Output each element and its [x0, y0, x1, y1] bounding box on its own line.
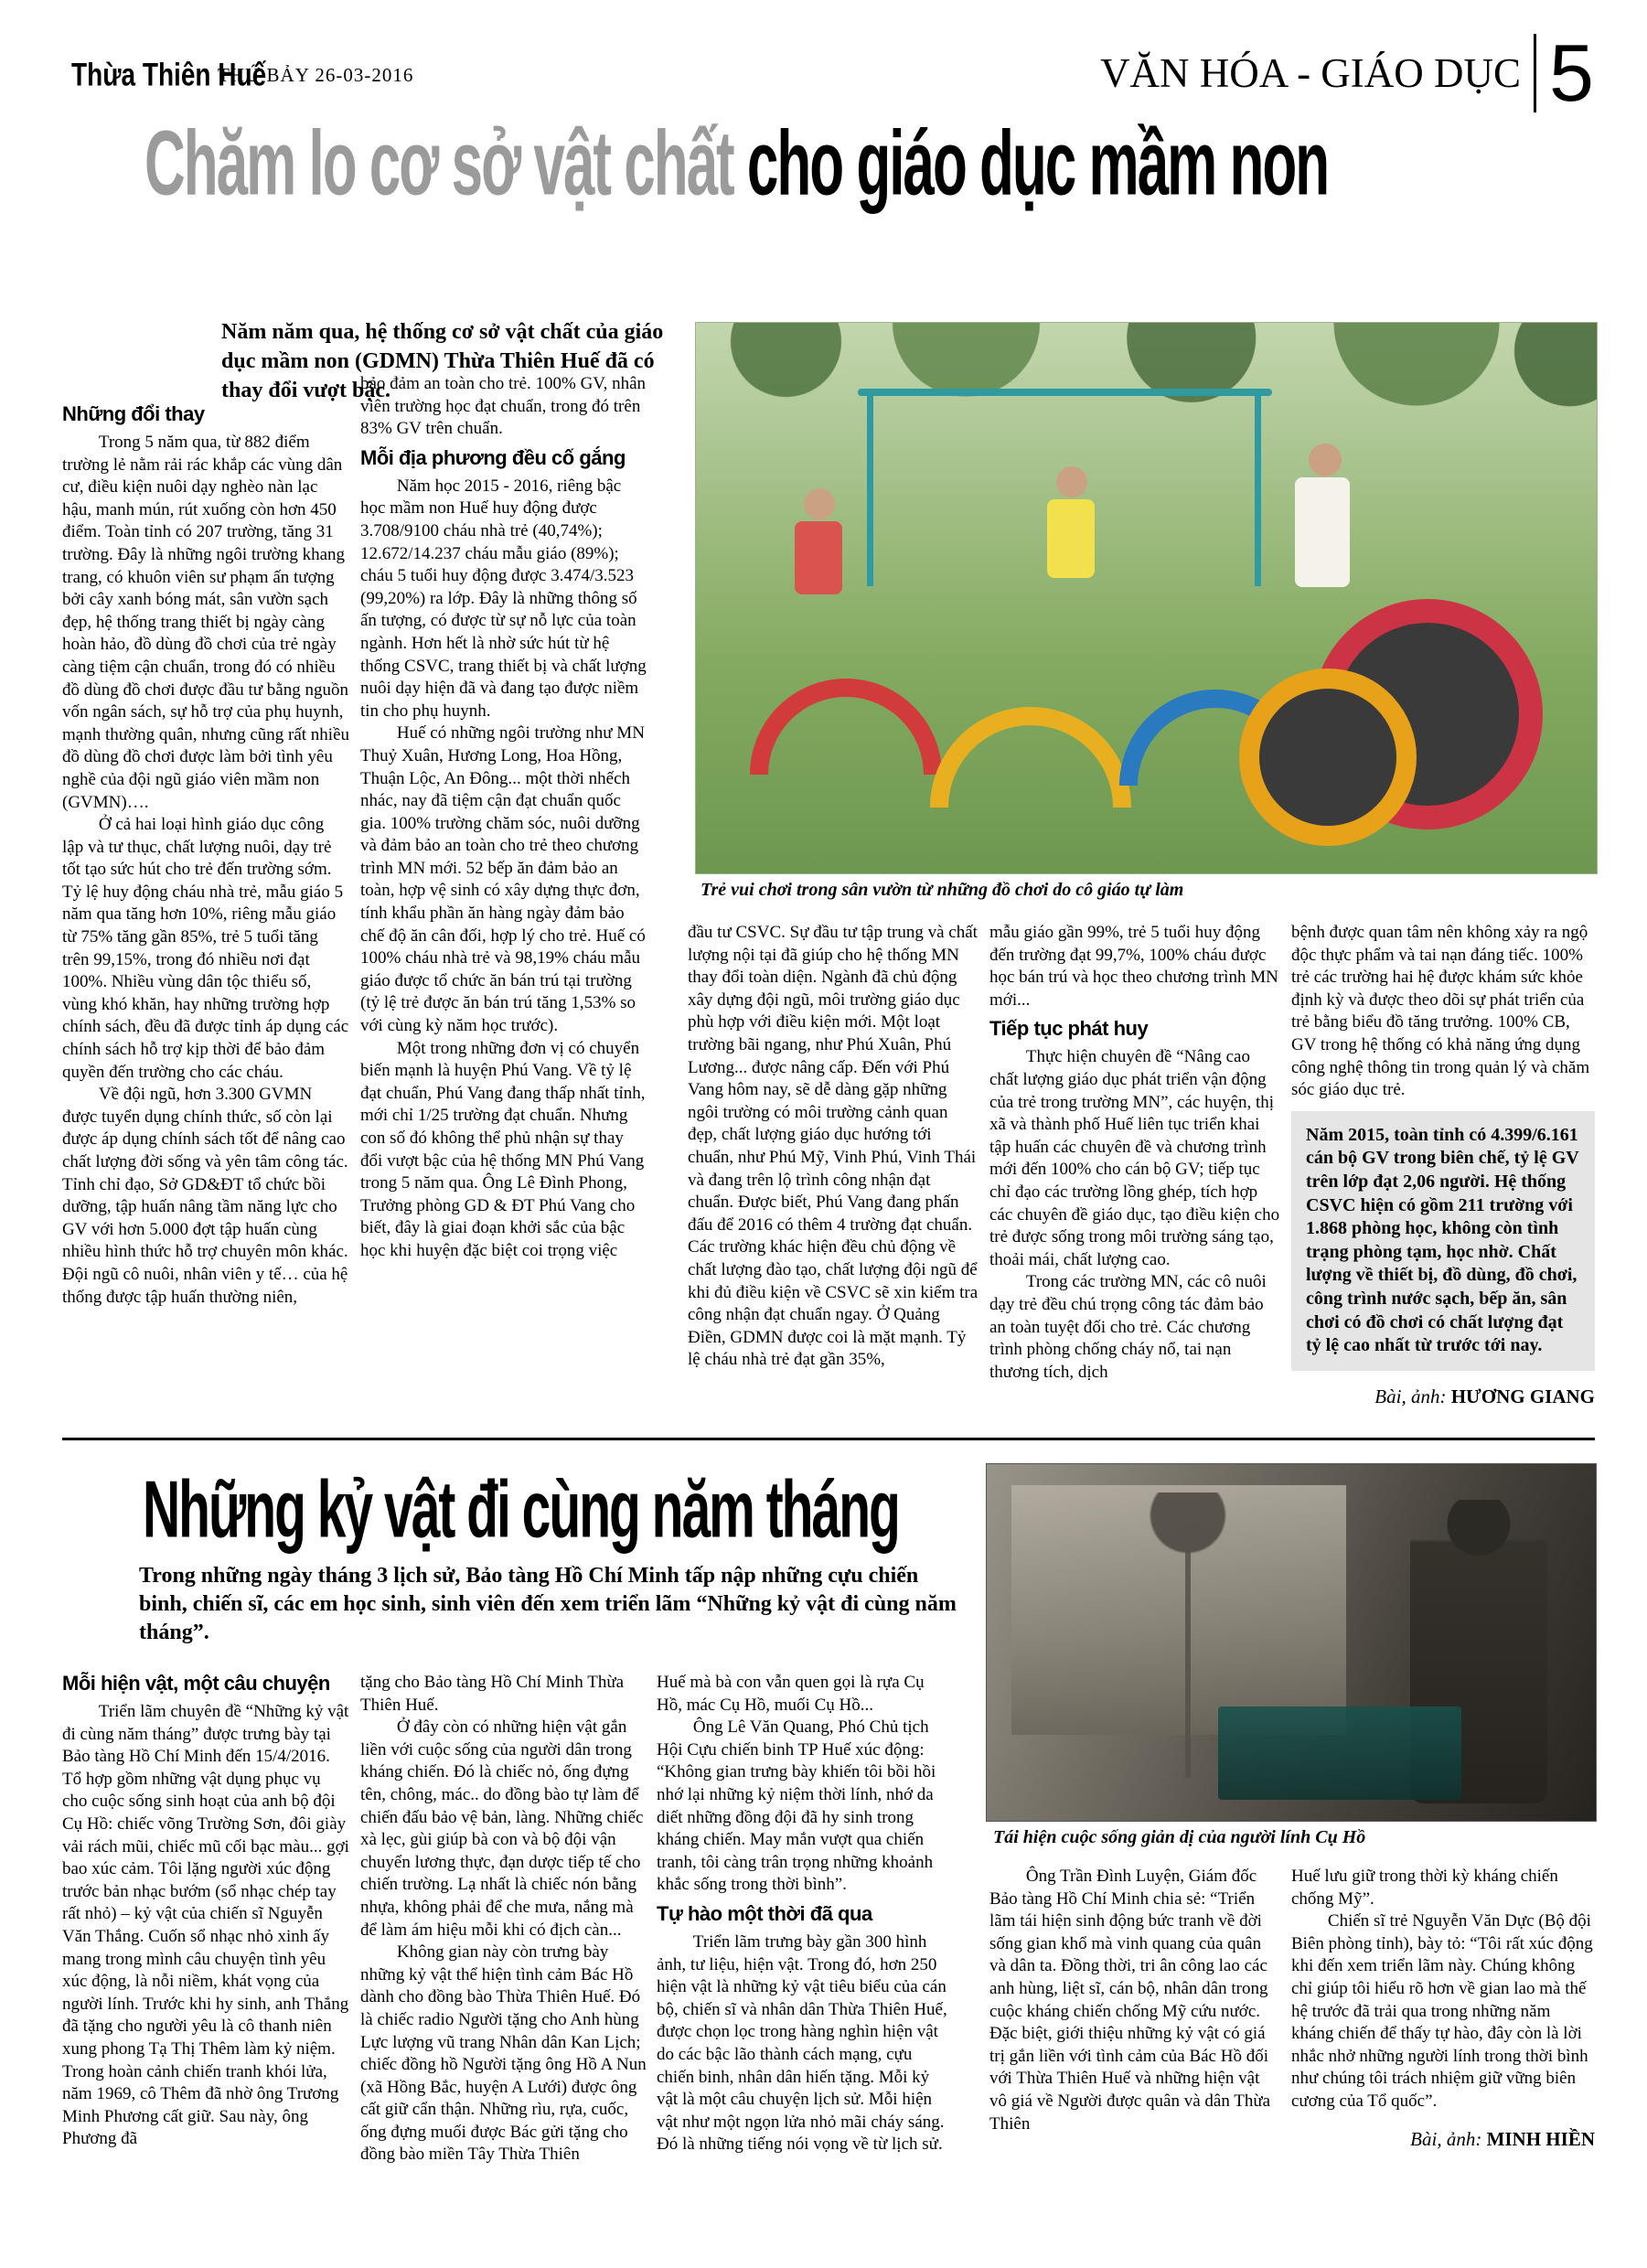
byline-prefix: Bài, ảnh: [1410, 2127, 1487, 2150]
section-title: VĂN HÓA - GIÁO DỤC [1100, 50, 1522, 96]
child-figure [1047, 499, 1095, 578]
article2-column-1 [62, 1672, 349, 2253]
article1-paragraph: Về đội ngũ, hơn 3.300 GVMN được tuyển dụng chính thức, số còn lại được áp dụng chính sách tốt để nâng cao chất lượng đời sống và yên tâm công tác. Tỉnh chỉ đạo, Sở GD&ĐT tổ chức bồi dưỡng, tập huấn nâng tầm năng lực cho GV với hơn 5.000 đợt tập huấn cùng nhiều hình thức hỗ trợ chuyên môn khác. Đội ngũ cô nuôi, nhân viên y tế… của hệ thống được tập huấn thường niên, [62, 1085, 348, 1307]
article2-photo-caption: Tái hiện cuộc sống giản dị của người lính Cụ Hồ [993, 1827, 1366, 1847]
issue-date: THỨ BẢY 26-03-2016 [218, 64, 414, 86]
article2-paragraph: Ông Lê Văn Quang, Phó Chủ tịch Hội Cựu chiến binh TP Huế xúc động: “Không gian trưng bày khiến tôi bồi hồi nhớ lại những kỷ niệm thời lính, nhớ da diết những đồng đội đã hy sinh trong kháng chiến. May mắn vượt qua chiến tranh, tôi càng trân trọng những khoảnh khắc sống trong thời bình”. [657, 1717, 936, 1895]
divider-bar [1534, 34, 1536, 112]
newspaper-brand: Thừa Thiên Huế [71, 57, 267, 92]
article1-paragraph: Thực hiện chuyên đề “Nâng cao chất lượng giáo dục phát triển vận động của trẻ trong trường MN”, các huyện, thị xã và thành phố Huế liên tục triển khai tập huấn các chuyên đề và chương trình mới đến 100% cho cán bộ GV; tiếp tục chỉ đạo các trường lồng ghép, tích hợp các chuyên đề giáo dục, tạo điều kiện cho trẻ được sống trong môi trường sáng tạo, thoải mái, chất lượng cao. [989, 1047, 1280, 1269]
article2-byline [1291, 2128, 1595, 2151]
byline-author: HƯƠNG GIANG [1450, 1385, 1595, 1407]
article1-paragraph: Huế có những ngôi trường như MN Thuỷ Xuân, Hương Long, Hoa Hồng, Thuận Lộc, An Đông... một thời nhếch nhác, nay đã tiệm cận đạt chuẩn quốc gia. 100% trường chăm sóc, nuôi dưỡng và đảm bảo an toàn cho trẻ theo chương trình MN mới. 52 bếp ăn đảm bảo an toàn, hợp vệ sinh có xây dựng thực đơn, tính khẩu phần ăn hàng ngày đảm bảo chế độ ăn cân đối, hợp lý cho trẻ. Huế có 100% cháu nhà trẻ và 98,19% cháu mẫu giáo được tổ chức ăn bán trú tại trường (tỷ lệ trẻ được ăn bán trú tăng 1,53% so với cùng kỳ năm học trước). [360, 723, 646, 1036]
article2-paragraph: Ông Trần Đình Luyện, Giám đốc Bảo tàng Hồ Chí Minh chia sẻ: “Triển lãm tái hiện sinh động bức tranh về đời sống gian khổ mà vinh quang của quân và dân ta. Đồng thời, tri ân công lao các anh hùng, liệt sĩ, cán bộ, nhân dân trong cuộc kháng chiến chống Mỹ cứu nước. Đặc biệt, giới thiệu những kỷ vật có giá trị gắn liền với tình cảm của Bác Hồ đối với Thừa Thiên Huế và những hiện vật vô giá về Người được quân và dân Thừa Thiên [989, 1867, 1271, 2134]
display-case [1218, 1706, 1461, 1799]
article1-column-2 [360, 373, 647, 1430]
article1-stats-box: Năm 2015, toàn tỉnh có 4.399/6.161 cán bộ GV trong biên chế, tỷ lệ GV trên lớp đạt 2,06 người. Hệ thống CSVC hiện có gồm 211 trường với 1.868 phòng học, không còn tình trạng phòng tạm, học nhờ. Chất lượng về thiết bị, đồ dùng, đồ chơi, công trình nước sạch, bếp ăn, sân chơi có đồ chơi có chất lượng đạt tỷ lệ cao nhất từ trước tới nay. [1291, 1111, 1595, 1371]
article2-paragraph: Huế mà bà con vẫn quen gọi là rựa Cụ Hồ, mác Cụ Hồ, muối Cụ Hồ... [657, 1673, 925, 1715]
article1-subhead-2: Mỗi địa phương đều cố gắng [360, 445, 626, 469]
article1-photo-caption: Trẻ vui chơi trong sân vườn từ những đồ chơi do cô giáo tự làm [701, 880, 1184, 900]
article2-subhead-2: Tự hào một thời đã qua [657, 1901, 872, 1925]
museum-exhibit-photo [986, 1463, 1597, 1822]
article1-paragraph: Ở cả hai loại hình giáo dục công lập và tư thục, chất lượng nuôi, dạy trẻ tốt tạo sức hút cho trẻ đến trường sớm. Tỷ lệ huy động cháu nhà trẻ, mẫu giáo 5 năm qua tăng hơn 10%, riêng mẫu giáo từ 75% tăng gần 85%, trẻ 5 tuổi tăng trên 99,15%, trong đó nhiều nơi đạt 100%. Nhiều vùng dân tộc thiểu số, vùng khó khăn, hay những trường hợp chính sách, đều đã được tỉnh áp dụng các chính sách hỗ trợ kịp thời để bảo đảm quyền đến trường cho các cháu. [62, 815, 349, 1082]
article2-paragraph: Không gian này còn trưng bày những kỷ vật thể hiện tình cảm Bác Hồ dành cho đồng bào Thừa Thiên Huế. Đó là chiếc radio Người tặng cho Anh hùng Lực lượng vũ trang Nhân dân Kan Lịch; chiếc đồng hồ Người tặng ông Hồ A Nun (xã Hồng Bắc, huyện A Lưới) được ông cất giữ cẩn thận. Những rìu, rựa, cuốc, ống đựng muối được Bác gửi tặng cho đồng bào miền Tây Thừa Thiên [360, 1942, 647, 2165]
tire-stack [1239, 669, 1417, 846]
article2-column-4 [989, 1866, 1280, 2257]
section-header [1100, 27, 1594, 118]
article1-paragraph: Năm học 2015 - 2016, riêng bậc học mầm non Huế huy động được 3.708/9100 cháu nhà trẻ (40,74%); 12.672/14.237 cháu mẫu giáo (89%); cháu 5 tuổi huy động được 3.474/3.523 (99,20%) ra lớp. Đây là những thông số ấn tượng, có được từ sự nỗ lực của toàn ngành. Hơn hết là nhờ sức hút từ hệ thống CSVC, trang thiết bị và chất lượng nuôi dạy hiện đã và đang tạo được niềm tin cho phụ huynh. [360, 476, 647, 721]
child-figure [804, 488, 835, 519]
playground-photo [695, 322, 1598, 874]
article1-subhead-3: Tiếp tục phát huy [989, 1017, 1149, 1041]
article1-column-4 [989, 922, 1280, 1432]
article2-paragraph: Triển lãm chuyên đề “Những kỷ vật đi cùng năm tháng” được trưng bày tại Bảo tàng Hồ Chí Minh đến 15/4/2016. Tổ hợp gồm những vật dụng phục vụ cho cuộc sống sinh hoạt của anh bộ đội Cụ Hồ: chiếc võng Trường Sơn, đôi giày vải rách mũi, chiếc mũ cối bạc màu... gợi bao xúc cảm. Tôi lặng người xúc động trước bản nhạc bướm (sổ nhạc chép tay rất nhỏ) – kỷ vật của chiến sĩ Nguyễn Văn Thắng. Cuốn sổ nhạc nhỏ xinh ấy mang trong mình câu chuyện tình yêu xúc động, là nỗi niềm, khát vọng của người lính. Trước khi hy sinh, anh Thắng đã tặng cho người yêu là cô thanh niên xung phong Tạ Thị Thêm làm kỷ niệm. Trong hoàn cảnh chiến tranh khói lửa, năm 1969, cô Thêm đã nhờ ông Trương Minh Phương cất giữ. Sau này, ông Phương đã [62, 1702, 349, 2149]
painted-tire-arch [930, 707, 1131, 808]
article1-subhead-1: Những đổi thay [62, 402, 205, 425]
swing-frame-bar [858, 389, 1272, 396]
article1-column-3 [688, 922, 979, 1432]
article1-headline-kicker: Chăm lo cơ sở vật chất [144, 112, 747, 216]
page-number: 5 [1549, 27, 1594, 118]
article1-paragraph: bảo đảm an toàn cho trẻ. 100% GV, nhân viên trường học đạt chuẩn, trong đó trên 83% GV trên chuẩn. [360, 374, 647, 439]
article2-paragraph: Huế lưu giữ trong thời kỳ kháng chiến chống Mỹ”. [1291, 1867, 1558, 1909]
article1-paragraph: mẫu giáo gần 99%, trẻ 5 tuổi huy động đến trường đạt 99,7%, 100% cháu được học bán trú và học theo chương trình MN mới... [989, 923, 1278, 1010]
article1-byline [1291, 1385, 1595, 1408]
article2-headline: Những kỷ vật đi cùng năm tháng [143, 1464, 899, 1556]
article2-column-2 [360, 1672, 647, 2253]
article2-column-5 [1291, 1866, 1595, 2257]
painted-tire-arch [750, 679, 942, 775]
teacher-figure [1309, 444, 1342, 476]
article2-paragraph: Ở đây còn có những hiện vật gắn liền với cuộc sống của người dân trong kháng chiến. Đó là chiếc nỏ, ống đựng tên, chông, mác.. do đồng bào tự làm để chiến đấu bảo vệ bản, làng. Những chiếc xà lẹc, gùi giúp bà con và bộ đội vận chuyển lương thực, đạn dược tiếp tế cho chiến trường. Lạ nhất là chiếc nón bằng nhựa, không phải để che mưa, nắng mà để làm ám hiệu mỗi khi có địch càn... [360, 1717, 644, 1940]
trees-backdrop [696, 323, 1597, 510]
article2-paragraph: Triển lãm trưng bày gần 300 hình ảnh, tư liệu, hiện vật. Trong đó, hơn 250 hiện vật là những kỷ vật tiêu biểu của cán bộ, chiến sĩ và nhân dân Thừa Thiên Huế, được chọn lọc trong hàng nghìn hiện vật do các bậc lão thành cách mạng, cựu chiến binh, nhân dân hiến tặng. Mỗi kỷ vật là một câu chuyện lịch sử. Mỗi hiện vật như một ngọn lửa nhỏ mãi cháy sáng. Đó là những tiếng nói vọng về từ lịch sử. [657, 1931, 947, 2155]
article1-headline [144, 112, 1328, 217]
article1-column-1 [62, 402, 349, 1430]
article2-column-3 [657, 1672, 953, 2253]
article1-column-5 [1291, 922, 1595, 1434]
swing-frame-leg [1255, 394, 1261, 586]
article1-lead: Năm năm qua, hệ thống cơ sở vật chất của giáo dục mầm non (GDMN) Thừa Thiên Huế đã có thay đổi vượt bậc. [221, 320, 664, 402]
article2-lead: Trong những ngày tháng 3 lịch sử, Bảo tàng Hồ Chí Minh tấp nập những cựu chiến binh, chiến sĩ, các em học sinh, sinh viên đến xem triển lãm “Những kỷ vật đi cùng năm tháng”. [139, 1564, 957, 1645]
article2-paragraph: Chiến sĩ trẻ Nguyễn Văn Dực (Bộ đội Biên phòng tỉnh), bày tỏ: “Tôi rất xúc động khi đến xem triển lãm này. Chúng không chỉ giúp tôi hiểu rõ hơn về gian lao mà thế hệ trước đã trải qua trong những năm kháng chiến để thấy tự hào, đây còn là lời nhắc nhở những người lính trong thời bình như chúng tôi trách nhiệm giữ vững biên cương của Tổ quốc”. [1291, 1911, 1593, 2111]
byline-prefix: Bài, ảnh: [1374, 1385, 1451, 1407]
article1-paragraph: Trong các trường MN, các cô nuôi dạy trẻ đều chú trọng công tác đảm bảo an toàn tuyệt đối cho trẻ. Các chương trình phòng chống cháy nổ, tai nạn thương tích, dịch [989, 1272, 1267, 1382]
article2-subhead-1: Mỗi hiện vật, một câu chuyện [62, 1672, 330, 1695]
article1-paragraph: Một trong những đơn vị có chuyển biến mạnh là huyện Phú Vang. Về tỷ lệ đạt chuẩn, Phú Vang đang thấp nhất tỉnh, mới chỉ 1/25 trường đạt chuẩn. Nhưng con số đó không thể phủ nhận sự thay đổi vượt bậc của hệ thống MN Phú Vang trong 5 năm qua. Ông Lê Đình Phong, Trưởng phòng GD & ĐT Phú Vang cho biết, đây là giai đoạn khởi sắc của bậc học khi huyện đặc biệt coi trọng việc [360, 1038, 646, 1260]
swing-frame-leg [867, 394, 873, 586]
child-figure [795, 521, 842, 594]
article1-paragraph: bệnh được quan tâm nên không xảy ra ngộ độc thực phẩm và tai nạn đáng tiếc. 100% trẻ các trường hai hệ được khám sức khỏe định kỳ và được theo dõi sự phát triển của trẻ bằng biểu đồ tăng trưởng. 100% CB, GV trong hệ thống có khả năng ứng dụng công nghệ thông tin trong quản lý và chăm sóc giáo dục trẻ. [1291, 923, 1590, 1100]
article2-paragraph: tặng cho Bảo tàng Hồ Chí Minh Thừa Thiên Huế. [360, 1673, 625, 1715]
teacher-figure [1295, 477, 1350, 587]
article1-paragraph: Trong 5 năm qua, từ 882 điểm trường lẻ nằm rải rác khắp các vùng dân cư, điều kiện nuôi dạy nghèo nàn lạc hậu, manh mún, rút xuống còn hơn 450 điểm. Toàn tỉnh có 207 trường, tăng 31 trường. Đây là những ngôi trường khang trang, có khuôn viên sư phạm ấn tượng bởi cây xanh bóng mát, sân vườn sạch đẹp, hệ thống trang thiết bị ngày càng hoàn hảo, đồ dùng đồ chơi của trẻ ngày càng tiệm cận chuẩn, trong đó có nhiều đồ dùng đồ chơi được đầu tư bằng nguồn vốn ngân sách, sự hỗ trợ của phụ huynh, mạnh thường quân, nhưng cũng rất nhiều đồ dùng đồ chơi được làm bởi tình yêu nghề của đội ngũ giáo viên mầm non (GVMN)…. [62, 433, 349, 812]
byline-author: MINH HIỀN [1486, 2127, 1595, 2150]
article1-paragraph: đầu tư CSVC. Sự đầu tư tập trung và chất lượng nội tại đã giúp cho hệ thống MN thay đổi toàn diện. Ngành đã chủ động xây dựng đội ngũ, môi trường giáo dục phù hợp với điều kiện mới. Một loạt trường bãi ngang, như Phú Xuân, Phú Lương... được nâng cấp. Đến với Phú Vang hôm nay, sẽ dễ dàng gặp những ngôi trường có môi trường cảnh quan đẹp, chất lượng giáo dục hướng tới chuẩn, như Phú Mỹ, Vinh Phú, Vinh Thái và đang trên lộ trình công nhận đạt chuẩn. Được biết, Phú Vang đang phấn đấu để 2016 có thêm 4 trường đạt chuẩn. Các trường khác hiện đều chủ động về chất lượng đào tạo, chất lượng đội ngũ để khi đủ điều kiện về CSVC sẽ xin kiểm tra công nhận đạt chuẩn ngay. Ở Quảng Điền, GDMN được coi là mặt mạnh. Tỷ lệ cháu nhà trẻ đạt gần 35%, [688, 923, 979, 1370]
article1-headline-main: cho giáo dục mầm non [746, 112, 1329, 216]
article-separator-rule [62, 1438, 1595, 1440]
child-figure [1056, 466, 1087, 497]
